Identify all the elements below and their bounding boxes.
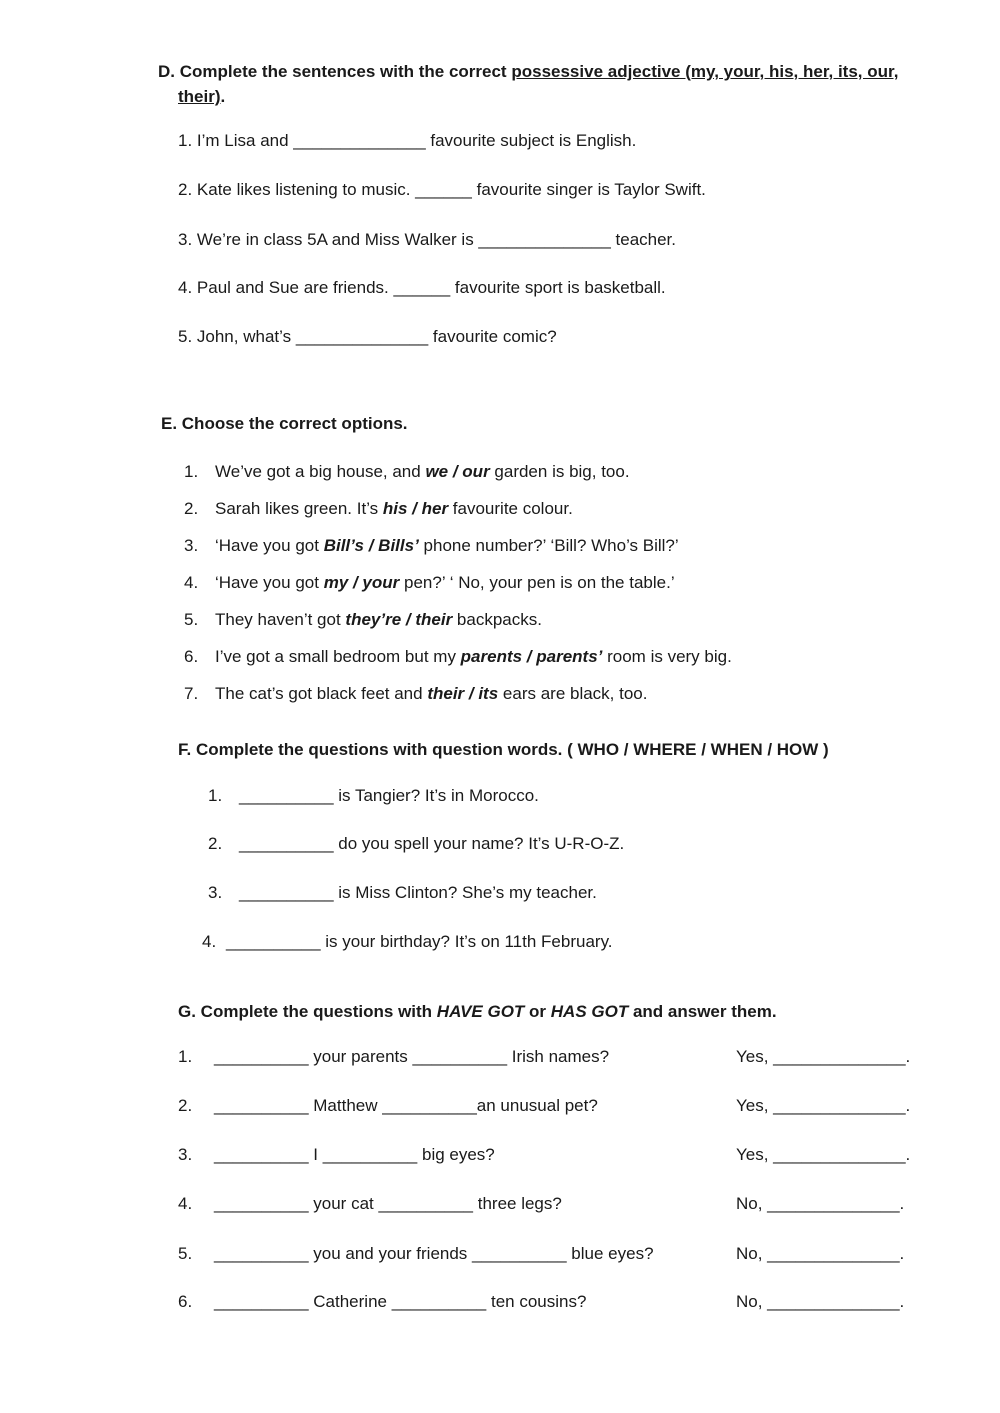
item-number: 6. (178, 1292, 193, 1311)
section-g-title (178, 1002, 777, 1022)
item-text: garden is big, too. (489, 462, 630, 481)
item-question: __________ Catherine __________ ten cousins? (214, 1292, 587, 1311)
item-text: __________ is your birthday? It’s on 11th February. (226, 932, 613, 951)
item-answer: Yes, ______________. (736, 1145, 911, 1164)
item-text: We’ve got a big house, and (215, 462, 426, 481)
section-e-item (184, 462, 630, 482)
item-text: room is very big. (602, 647, 732, 666)
section-f-item (208, 786, 539, 806)
item-text: Sarah likes green. It’s (215, 499, 383, 518)
section-d-item: 2. Kate likes listening to music. ______ favourite singer is Taylor Swift. (178, 180, 706, 199)
item-text: I’ve got a small bedroom but my (215, 647, 461, 666)
item-question: __________ you and your friends __________ blue eyes? (214, 1244, 654, 1263)
item-text: backpacks. (452, 610, 542, 629)
item-text: __________ is Miss Clinton? She’s my teacher. (239, 883, 597, 902)
item-text: pen?’ ‘ No, your pen is on the table.’ (399, 573, 675, 592)
item-text: ‘Have you got (215, 536, 324, 555)
item-text: favourite colour. (448, 499, 573, 518)
item-number: 2. (208, 834, 223, 853)
item-answer: Yes, ______________. (736, 1047, 911, 1066)
item-text: phone number?’ ‘Bill? Who’s Bill?’ (418, 536, 679, 555)
section-f-title: F. Complete the questions with question words. ( WHO / WHERE / WHEN / HOW ) (178, 740, 829, 759)
section-g-item (178, 1292, 905, 1312)
item-text: ears are black, too. (498, 684, 648, 703)
item-question: __________ I __________ big eyes? (214, 1145, 495, 1164)
title-have-got: HAVE GOT (436, 1002, 525, 1021)
section-d-title-underlined: possessive adjective (my, your, his, her, its, our, (511, 62, 899, 81)
section-e-title: E. Choose the correct options. (161, 414, 408, 433)
section-g-item (178, 1145, 911, 1165)
title-text: G. Complete the questions with (178, 1002, 437, 1021)
section-g-item (178, 1194, 905, 1214)
section-e-item (184, 499, 573, 519)
item-number: 4. (202, 932, 217, 951)
item-question: __________ Matthew __________an unusual pet? (214, 1096, 598, 1115)
title-text: or (524, 1002, 551, 1021)
section-e-item (184, 647, 732, 667)
item-number: 3. (178, 1145, 193, 1164)
item-option: Bill’s / Bills’ (323, 536, 419, 555)
item-number: 2. (184, 499, 199, 518)
item-option: they’re / their (345, 610, 453, 629)
item-number: 3. (184, 536, 199, 555)
section-d-title-line2 (178, 87, 225, 107)
item-option: parents / parents’ (460, 647, 603, 666)
item-number: 3. (208, 883, 223, 902)
item-text: ‘Have you got (215, 573, 324, 592)
item-number: 4. (178, 1194, 193, 1213)
item-number: 4. (184, 573, 199, 592)
section-f-item (202, 932, 613, 952)
item-number: 5. (184, 610, 199, 629)
item-text: The cat’s got black feet and (215, 684, 428, 703)
section-d-item: 5. John, what’s ______________ favourite comic? (178, 327, 557, 346)
title-text: and answer them. (628, 1002, 777, 1021)
item-number: 1. (178, 1047, 193, 1066)
item-answer: No, ______________. (736, 1244, 905, 1263)
item-option: my / your (323, 573, 400, 592)
section-e-item (184, 573, 675, 593)
item-text: __________ do you spell your name? It’s U-R-O-Z. (239, 834, 625, 853)
item-number: 6. (184, 647, 199, 666)
section-e-item (184, 536, 679, 556)
section-d-item: 1. I’m Lisa and ______________ favourite subject is English. (178, 131, 637, 150)
item-number: 1. (208, 786, 223, 805)
item-number: 2. (178, 1096, 193, 1115)
section-g-item (178, 1047, 911, 1067)
item-option: their / its (427, 684, 499, 703)
item-text: They haven’t got (215, 610, 346, 629)
item-number: 7. (184, 684, 199, 703)
item-question: __________ your parents __________ Irish names? (214, 1047, 610, 1066)
section-d-letter: D. (158, 62, 175, 81)
section-d-title-underlined-2: their) (178, 87, 221, 106)
section-e-item (184, 684, 648, 704)
section-g-item (178, 1096, 911, 1116)
section-d-title: Complete the sentences with the correct (179, 62, 507, 81)
section-g-item (178, 1244, 905, 1264)
section-f-item (208, 883, 597, 903)
section-d-item: 3. We’re in class 5A and Miss Walker is ______________ teacher. (178, 230, 677, 249)
title-has-got: HAS GOT (550, 1002, 629, 1021)
item-answer: No, ______________. (736, 1194, 905, 1213)
item-answer: No, ______________. (736, 1292, 905, 1311)
section-d-title-line1 (158, 62, 898, 82)
item-question: __________ your cat __________ three legs? (214, 1194, 562, 1213)
item-number: 1. (184, 462, 199, 481)
section-f-item (208, 834, 625, 854)
section-e-item (184, 610, 542, 630)
item-option: his / her (382, 499, 449, 518)
section-d-title-end: . (220, 87, 226, 106)
item-number: 5. (178, 1244, 193, 1263)
item-option: we / our (425, 462, 490, 481)
item-answer: Yes, ______________. (736, 1096, 911, 1115)
item-text: __________ is Tangier? It’s in Morocco. (239, 786, 539, 805)
section-d-item: 4. Paul and Sue are friends. ______ favourite sport is basketball. (178, 278, 666, 297)
